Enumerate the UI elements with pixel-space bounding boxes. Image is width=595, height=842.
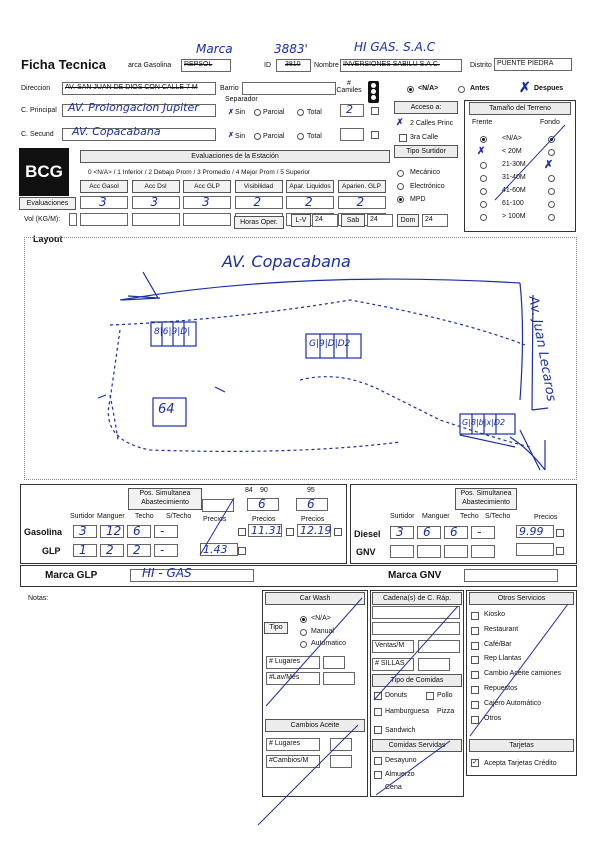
parcial2-label: Parcial (263, 133, 285, 140)
nombre-field[interactable]: INVERSIONES SABILU S.A.C. (340, 59, 462, 72)
acceso-mark-1[interactable]: ✗ (396, 117, 404, 127)
sin-label: Sin (235, 109, 246, 116)
island-3: 64 (158, 402, 175, 417)
otros-item-1: Restaurant (484, 625, 519, 633)
cadena-header: Cadena(s) de C. Ráp. (372, 592, 462, 605)
cadena-sillas[interactable]: # SILLAS (372, 658, 414, 671)
sin2-radio-mark[interactable]: ✗ (228, 132, 234, 139)
hand-id: 3883' (274, 42, 308, 56)
street-copacabana: AV. Copacabana (222, 252, 351, 271)
eval-value-text-5: 2 (356, 195, 365, 209)
distrito-label: Distrito (470, 62, 492, 69)
eval-col-3: Visibilidad (235, 180, 283, 193)
marca-gnv-label: Marca GNV (388, 570, 442, 581)
hand-c-secund: AV. Copacabana (72, 125, 161, 138)
dsl-col-surtidor: Surtidor (390, 513, 415, 520)
acceso-item-2: 3ra Calle (410, 134, 439, 141)
electronico-label: Electrónico (410, 183, 445, 190)
carwash-na: <N/A> (311, 615, 331, 622)
island-4: G|8|b|x|D2 (462, 418, 506, 427)
hand-marca: Marca (196, 42, 233, 56)
dsl-pos-simultanea: Pos. Simultanea Abastecimiento (455, 488, 517, 510)
diesel-precio[interactable]: 9.99 (516, 525, 554, 538)
island-2: G|9|D|D2 (309, 339, 351, 349)
id-label: ID (264, 62, 271, 69)
eval-value-text-4: 2 (305, 195, 313, 209)
marca-glp-value: HI - GAS (142, 566, 192, 580)
c-secund-label: C. Secund (21, 131, 54, 138)
carwash-tipo: Tipo (264, 622, 288, 634)
acceso-header: Acceso a: (394, 101, 458, 114)
tipo-comidas-header: Tipo de Comidas (372, 674, 462, 687)
cena-label: Cena (385, 784, 402, 791)
despues-label: Despues (534, 85, 564, 92)
gas-precio-90[interactable]: 11.31 (248, 524, 282, 537)
carwash-lugares[interactable]: # Lugares (266, 656, 320, 669)
octano-84: 84 (245, 487, 253, 494)
diesel-cell-text-0: 3 (396, 525, 404, 539)
horas-label: Horas Oper. (234, 216, 284, 229)
gasolina-label: Gasolina (24, 527, 63, 537)
tipo-surtidor-header: Tipo Surtidor (394, 145, 458, 158)
nombre-label: Nombre (314, 62, 339, 69)
otros-item-7: Otros (484, 714, 502, 722)
na-label: <N/A> (418, 85, 439, 92)
eval-value-text-1: 3 (150, 195, 159, 209)
donuts-label: Donuts (385, 692, 408, 699)
terreno-frente-1[interactable]: ✗ (477, 146, 486, 157)
eval-value-text-3: 2 (253, 195, 262, 209)
gas-col-techo: Techo (135, 513, 154, 520)
bcg-logo: BCG (19, 148, 69, 196)
carwash-header: Car Wash (265, 592, 365, 605)
fondo-label: Fondo (540, 119, 560, 126)
glp-cell-text-3: - (160, 543, 165, 557)
direccion-label: Direccion (21, 85, 51, 92)
hand-name: HI GAS. S.A.C (354, 40, 436, 54)
pizza-label: Pizza (437, 708, 455, 715)
marca-glp-label: Marca GLP (45, 570, 98, 581)
eval-col-2: Acc GLP (183, 180, 231, 193)
gas-col-surtidor: Surtidor (70, 513, 95, 520)
otros-item-6: Cajero Automático (484, 699, 542, 707)
aceite-cambios[interactable]: #Cambios/M (266, 755, 320, 768)
dsl-col-techo: Techo (460, 513, 479, 520)
dom-field[interactable]: 24 (422, 214, 448, 227)
acceso-item-1: 2 Calles Princ (410, 120, 454, 127)
carwash-auto: Automatico (311, 640, 347, 647)
dsl-precios: Precios (534, 514, 558, 521)
terreno-row-4: 41-60M (502, 187, 526, 194)
glp-cell-text-1: 2 (106, 543, 114, 557)
total2-label: Total (307, 133, 322, 140)
octano-90: 90 (260, 487, 268, 494)
total-label: Total (307, 109, 322, 116)
gas-precios-1: Precios (203, 516, 227, 523)
dsl-col-manguer: Manguer (422, 513, 450, 520)
gasolina-cell-text-3: - (160, 524, 165, 538)
gasolina-cell-text-0: 3 (79, 524, 87, 538)
sandwich-label: Sandwich (385, 727, 416, 734)
diesel-cell-text-2: 6 (450, 525, 458, 539)
acepta-label: Acepta Tarjetas Crédito (484, 760, 557, 767)
acepta-check[interactable]: ✓ (472, 759, 478, 766)
aceite-header: Cambios Aceite (265, 719, 365, 732)
otros-item-4: Cambio Aceite camiones (484, 670, 562, 678)
gas-col-stecho: S/Techo (166, 513, 192, 520)
diesel-cell-text-1: 6 (423, 525, 431, 539)
parcial-label: Parcial (263, 109, 285, 116)
otros-item-5: Repuestos (484, 685, 518, 692)
camiles-label: # Camiles (336, 80, 362, 94)
octano-95-field[interactable]: 6 (296, 498, 328, 511)
eval-col-4: Apar. Liquidos (286, 180, 334, 193)
lv-label: L-V (291, 214, 311, 227)
eval-value-text-2: 3 (202, 195, 210, 209)
sin2-label: Sin (235, 133, 246, 140)
gas-precios-2: Precios (252, 516, 276, 523)
glp-label: GLP (42, 546, 61, 556)
aceite-lugares[interactable]: # Lugares (266, 738, 320, 751)
c-principal-label: C. Principal (21, 107, 57, 114)
diesel-cell-text-3: - (477, 525, 482, 539)
marca-field[interactable]: REPSOL (181, 59, 231, 72)
diesel-label: Diesel (354, 529, 381, 539)
gas-precios-3: Precios (301, 516, 325, 523)
island-1: 8|6|9|D| (154, 327, 191, 337)
gas-precio-95[interactable]: 12.19 (297, 524, 331, 537)
sab-label: Sab (341, 214, 365, 227)
dom-label: Dom (397, 214, 419, 227)
gasolina-cell-text-1: 12 (106, 524, 122, 538)
dsl-col-stecho: S/Techo (485, 513, 511, 520)
marca-label: arca Gasolina (128, 62, 172, 69)
vol-label: Vol (KG/M): (24, 216, 61, 223)
otros-item-3: Rep Llantas (484, 655, 522, 663)
mecanico-label: Mecánico (410, 169, 440, 176)
almuerzo-label: Almuerzo (385, 771, 415, 778)
terreno-row-2: 21-30M (502, 161, 526, 168)
eval-col-0: Acc Gasol (80, 180, 128, 193)
eval-col-5: Aparien. GLP (338, 180, 386, 193)
octano-95: 95 (307, 487, 315, 494)
antes-label: Antes (470, 85, 490, 92)
otros-item-0: Kiosko (484, 611, 506, 618)
terreno-row-3: 31-40M (502, 174, 526, 181)
comidas-servidas-header: Comidas Servidas (372, 739, 462, 752)
sin-radio-mark[interactable]: ✗ (228, 109, 234, 116)
notas-label: Notas: (28, 595, 49, 602)
page-title: Ficha Tecnica (21, 57, 107, 72)
separador-label: Separador (225, 96, 258, 103)
terreno-fondo-2[interactable]: ✗ (544, 159, 554, 171)
glp-cell-text-2: 2 (133, 543, 141, 557)
glp-precio[interactable]: 1.43 (200, 543, 238, 556)
tarjetas-header: Tarjetas (469, 739, 574, 752)
eval-col-1: Acc Dsl (132, 180, 180, 193)
otros-item-2: Café/Bar (484, 640, 512, 648)
hamburguesa-label: Hamburguesa (385, 708, 429, 715)
evaluaciones-header: Evaluaciones de la Estación (80, 150, 390, 163)
barrio-label: Barrio (220, 85, 239, 92)
cadena-ventas[interactable]: Ventas/M (372, 640, 414, 653)
gas-pos-simultanea: Pos. Simultanea Abastecimiento (128, 488, 202, 510)
despues-mark: ✗ (519, 79, 531, 95)
gas-col-manguer: Manguer (97, 513, 125, 520)
direccion-field[interactable]: AV. SAN JUAN DE DIOS CON CALLE 7 M (62, 82, 216, 95)
frente-label: Frente (472, 119, 493, 126)
camiles-field[interactable]: 2 (340, 104, 364, 117)
pollo-label: Pollo (437, 692, 453, 699)
lv-field[interactable]: 24 (312, 214, 338, 227)
octano-90-field[interactable]: 6 (247, 498, 279, 511)
gnv-label: GNV (356, 547, 376, 557)
hand-c-principal: AV. Prolongacion Jupiter (68, 101, 199, 114)
evaluaciones-scale: 0 <N/A> / 1 Inferior / 2 Debajo Prom / 3 Promedio / 4 Mejor Prom / 5 Superior (88, 169, 311, 176)
mpd-label: MPD (410, 196, 426, 203)
eval-value-text-0: 3 (99, 195, 107, 209)
sab-field[interactable]: 24 (367, 214, 393, 227)
otros-header: Otros Servicios (469, 592, 574, 605)
id-field[interactable]: 3810 (276, 59, 311, 72)
carwash-lav[interactable]: #Lav/Mes (266, 672, 320, 685)
desayuno-label: Desayuno (385, 757, 417, 764)
carwash-manual: Manual (311, 628, 334, 635)
terreno-row-5: 61-100 (502, 200, 524, 207)
terreno-row-6: > 100M (502, 213, 526, 220)
terreno-header: Tamaño del Terreno (469, 102, 571, 115)
glp-cell-text-0: 1 (79, 543, 87, 557)
layout-title: Layout (33, 234, 63, 244)
distrito-field[interactable]: PUENTE PIEDRA (494, 58, 572, 71)
terreno-row-0: <N/A> (502, 135, 522, 142)
terreno-row-1: < 20M (502, 148, 522, 155)
street-juan-lecaros: Av. Juan Lecaros (525, 295, 559, 403)
evaluaciones-row-label: Evaluaciones (19, 197, 76, 210)
gasolina-cell-text-2: 6 (133, 524, 141, 538)
